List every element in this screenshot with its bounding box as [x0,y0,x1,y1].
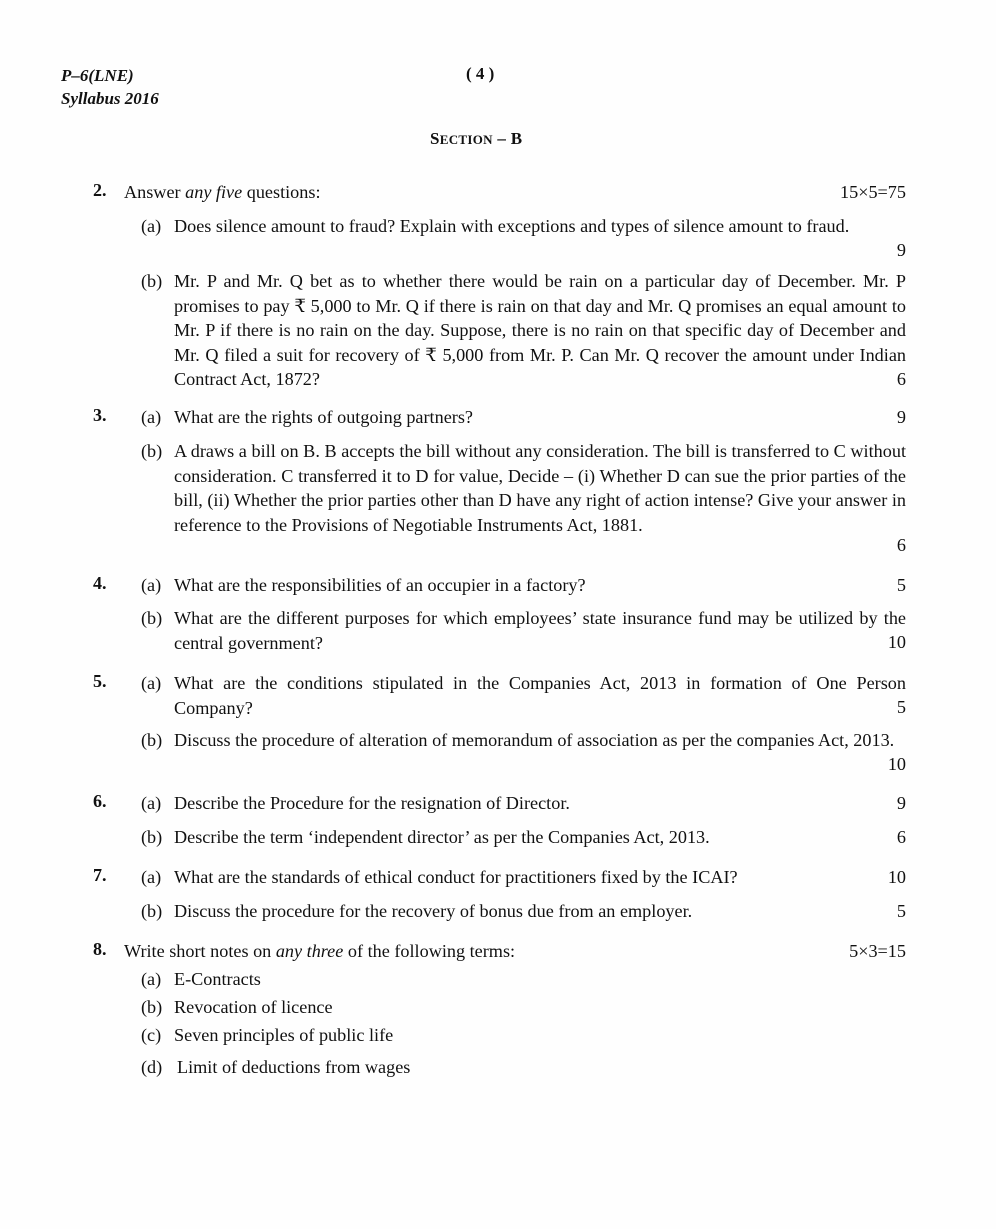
part-text: Discuss the procedure of alteration of memorandum of association as per the companies Act, 2013. [174,730,895,750]
question-number: 7. [93,865,107,885]
paper-code: P–6(LNE) [61,66,134,85]
question-number: 8. [93,939,107,959]
part-text: What are the rights of outgoing partners? [174,407,473,427]
part-text: Seven principles of public life [174,1025,394,1045]
question-number: 4. [93,573,107,593]
paper-header [61,64,159,110]
part-label: (a) [141,673,162,693]
part-marks: 6 [896,827,906,847]
section-title-initial: S [430,129,440,148]
stem-emphasis: any three [275,941,344,961]
part-marks: 10 [887,632,906,652]
part-text: Mr. P and Mr. Q bet as to whether there would be rain on a particular day of December. Mr. P promises to pay ₹ 5,000 to Mr. Q if there is rain on that day and Mr. Q promises an equal amount to Mr. P if there is no rain on the day. Suppose, there is no rain on that specific day of December and Mr. Q filed a suit for recovery of ₹ 5,000 from Mr. P. Can Mr. Q recover the amount under Indian Contract Act, 1872? [174,271,906,389]
question-number: 5. [93,671,107,691]
part-label: (b) [141,608,163,628]
part-label: (a) [141,867,162,887]
part-label: (b) [141,441,163,461]
section-title-suffix: – B [492,129,523,148]
section-title [430,129,522,149]
part-label: (a) [141,969,162,989]
part-text: What are the standards of ethical conduct for practitioners fixed by the ICAI? [174,867,738,887]
part-text: Discuss the procedure for the recovery of bonus due from an employer. [174,901,693,921]
part-text: What are the responsibilities of an occupier in a factory? [174,575,586,595]
question-number: 2. [93,180,107,200]
part-text: Revocation of licence [174,997,333,1017]
question-number: 6. [93,791,107,811]
part-label: (d) [141,1057,163,1077]
part-label: (b) [141,730,163,750]
question-stem [124,180,321,204]
part-label: (a) [141,216,162,236]
stem-text: questions: [242,182,321,202]
part-label: (b) [141,271,163,291]
part-marks: 6 [896,535,906,555]
question-marks: 5×3=15 [849,941,906,961]
part-marks: 6 [896,369,906,389]
part-marks: 5 [896,575,906,595]
part-text: What are the conditions stipulated in the Companies Act, 2013 in formation of One Person Company? [174,673,906,718]
question-marks: 15×5=75 [840,182,906,202]
part-label: (b) [141,901,163,921]
question-stem [124,939,515,963]
question-number: 3. [93,405,107,425]
part-label: (a) [141,407,162,427]
stem-text: Answer [124,182,186,202]
part-marks: 10 [887,754,906,774]
part-text: Describe the term ‘independent director’ as per the Companies Act, 2013. [174,827,710,847]
page-number: ( 4 ) [466,64,495,83]
part-text: What are the different purposes for which employees’ state insurance fund may be utilized by the central government? [174,608,906,653]
part-marks: 10 [887,867,906,887]
stem-emphasis: any five [185,182,243,202]
part-label: (c) [141,1025,162,1045]
part-text: Does silence amount to fraud? Explain with exceptions and types of silence amount to fraud. [174,216,850,236]
part-label: (a) [141,575,162,595]
part-text: Describe the Procedure for the resignation of Director. [174,793,570,813]
part-text: Limit of deductions from wages [177,1057,411,1077]
part-marks: 9 [896,240,906,260]
stem-text: Write short notes on [124,941,276,961]
syllabus-label: Syllabus 2016 [61,89,159,108]
part-label: (b) [141,827,163,847]
part-marks: 9 [896,407,906,427]
part-text: E-Contracts [174,969,261,989]
stem-text: of the following terms: [343,941,516,961]
part-marks: 5 [896,901,906,921]
part-label: (b) [141,997,163,1017]
part-marks: 9 [896,793,906,813]
part-marks: 5 [896,697,906,717]
section-title-rest: ECTION [439,132,493,147]
part-text: A draws a bill on B. B accepts the bill without any consideration. The bill is transferred to C without consideration. C transferred it to D for value, Decide – (i) Whether D can sue the prior parties of the bill, (ii) Whether the prior parties other than D have any right of action intense? Give your answer in reference to the Provisions of Negotiable Instruments Act, 1881. [174,441,906,535]
part-label: (a) [141,793,162,813]
